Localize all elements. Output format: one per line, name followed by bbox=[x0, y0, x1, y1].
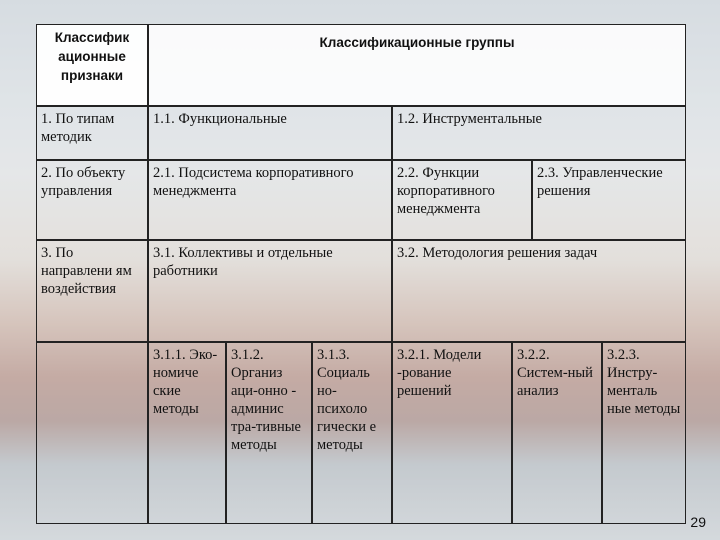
row1-criterion: 1. По типам методик bbox=[36, 106, 148, 160]
classification-table bbox=[36, 24, 686, 524]
row4-subgroup-6: 3.2.3. Инстру-менталь ные методы bbox=[602, 342, 686, 524]
row4-subgroup-4: 3.2.1. Модели -рование решений bbox=[392, 342, 512, 524]
row1-group-1: 1.1. Функциональные bbox=[148, 106, 392, 160]
row2-group-1: 2.1. Подсистема корпоративного менеджмента bbox=[148, 160, 392, 240]
header-criteria: Классифик ационные признаки bbox=[36, 24, 148, 106]
row4-empty-criterion bbox=[36, 342, 148, 524]
header-groups: Классификационные группы bbox=[148, 24, 686, 106]
row4-subgroup-3: 3.1.3. Социаль но-психоло гически е методы bbox=[312, 342, 392, 524]
row2-group-2: 2.2. Функции корпоративного менеджмента bbox=[392, 160, 532, 240]
row2-group-3: 2.3. Управленческие решения bbox=[532, 160, 686, 240]
row4-subgroup-1: 3.1.1. Эко-номиче ские методы bbox=[148, 342, 226, 524]
page-number: 29 bbox=[690, 514, 706, 530]
row3-group-2: 3.2. Методология решения задач bbox=[392, 240, 686, 342]
row3-criterion: 3. По направлени ям воздействия bbox=[36, 240, 148, 342]
row2-criterion: 2. По объекту управления bbox=[36, 160, 148, 240]
row4-subgroup-5: 3.2.2. Систем-ный анализ bbox=[512, 342, 602, 524]
row1-group-2: 1.2. Инструментальные bbox=[392, 106, 686, 160]
row3-group-1: 3.1. Коллективы и отдельные работники bbox=[148, 240, 392, 342]
row4-subgroup-2: 3.1.2. Организ аци-онно - админис тра-тивные методы bbox=[226, 342, 312, 524]
